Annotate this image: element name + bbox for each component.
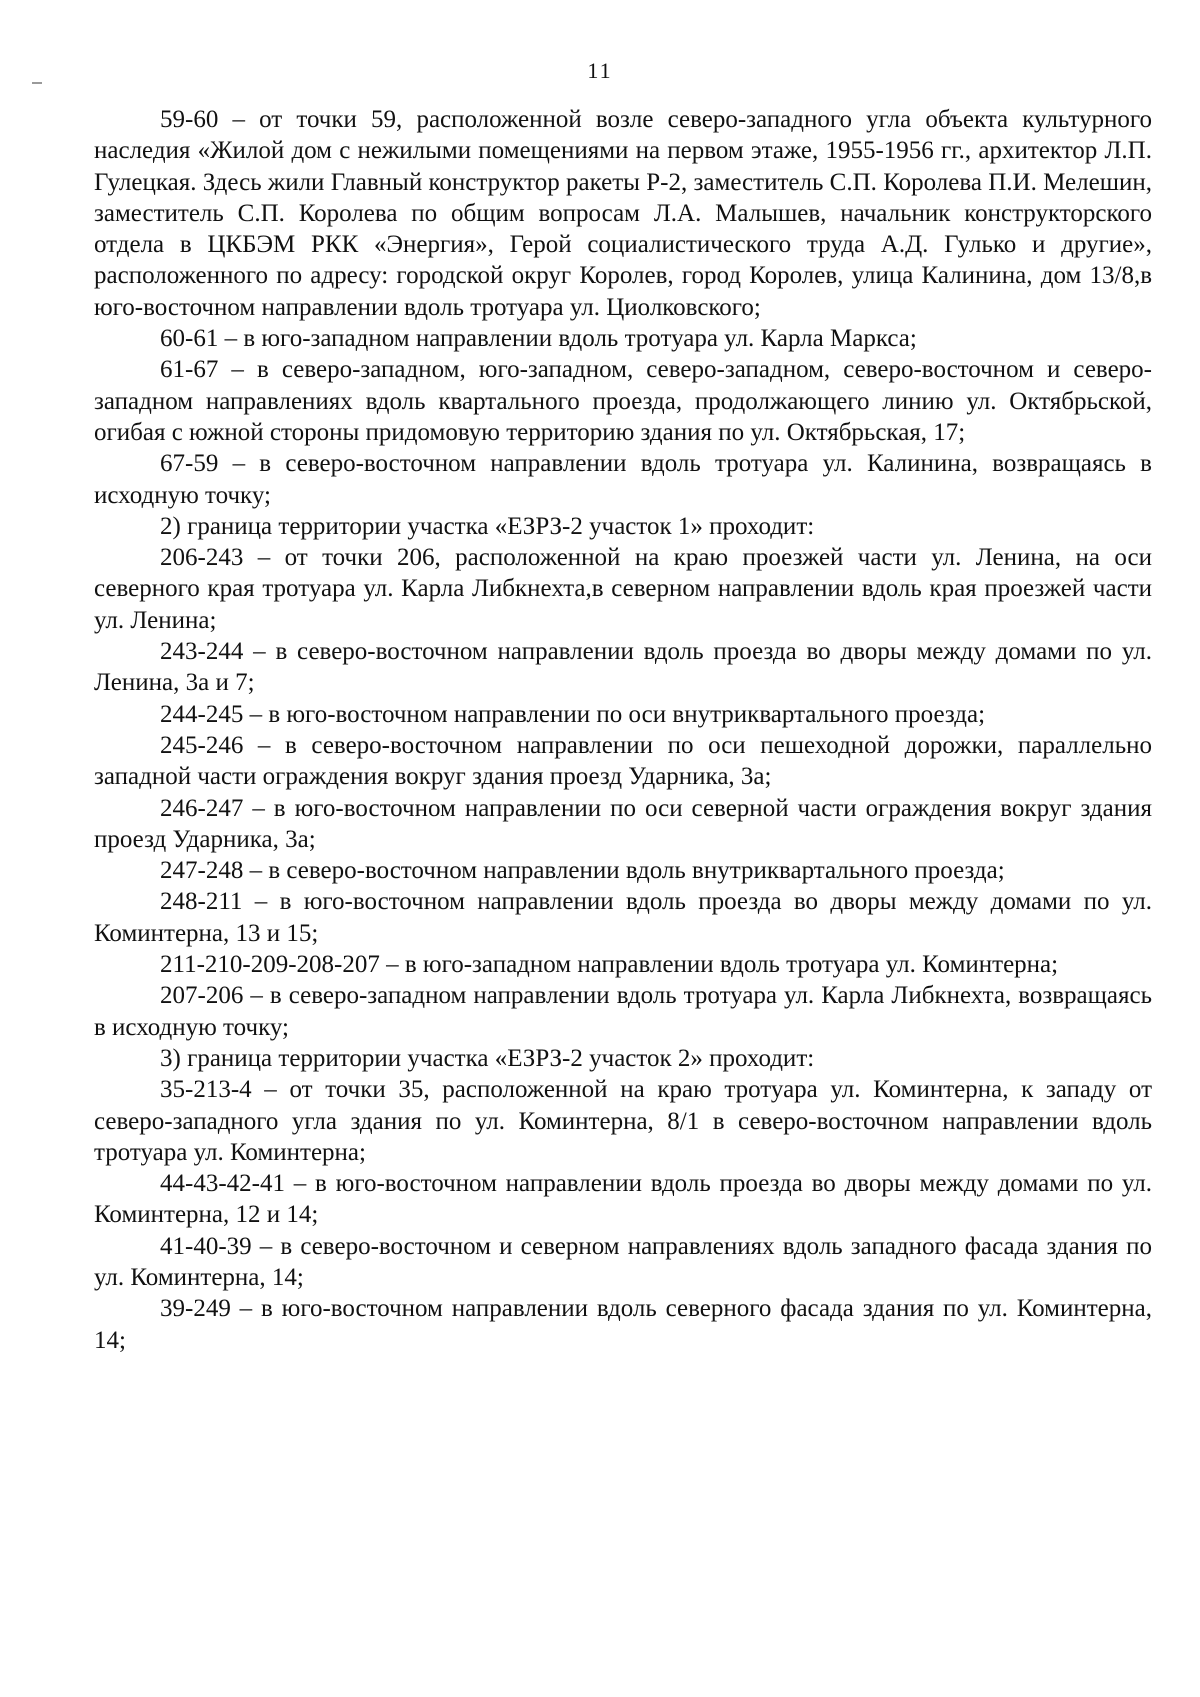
paragraph-211-207: 211-210-209-208-207 – в юго-западном направлении вдоль тротуара ул. Коминтерна; xyxy=(160,951,1059,979)
document-body xyxy=(94,104,1152,1356)
paragraph-61-67: 61-67 – в северо-западном, юго-западном, северо-западном, северо-восточном и северо-западном направлениях вдоль квартального проезда, продолжающего линию ул. Октябрьской, огибая с южной стороны придомовую территорию здания по ул. Октябрьская, 17; xyxy=(94,356,1152,446)
paragraph-206-243: 206-243 – от точки 206, расположенной на краю проезжей части ул. Ленина, на оси северного края тротуара ул. Карла Либкнехта,в северном направлении вдоль края проезжей части ул. Ленина; xyxy=(94,544,1152,634)
section-heading-ezrz2-area1: 2) граница территории участка «ЕЗРЗ-2 участок 1» проходит: xyxy=(160,512,815,540)
paragraph-35-213-4: 35-213-4 – от точки 35, расположенной на краю тротуара ул. Коминтерна, к западу от северо-западного угла здания по ул. Коминтерна, 8/1 в северо-восточном направлении вдоль тротуара ул. Коминтерна; xyxy=(94,1076,1152,1166)
paragraph-60-61: 60-61 – в юго-западном направлении вдоль тротуара ул. Карла Маркса; xyxy=(160,325,917,353)
page-number: 11 xyxy=(587,58,613,83)
paragraph-207-206: 207-206 – в северо-западном направлении вдоль тротуара ул. Карла Либкнехта, возвращаясь в исходную точку; xyxy=(94,982,1152,1041)
paragraph-246-247: 246-247 – в юго-восточном направлении по оси северной части ограждения вокруг здания проезд Ударника, 3а; xyxy=(94,794,1152,853)
paragraph-243-244: 243-244 – в северо-восточном направлении вдоль проезда во дворы между домами по ул. Ленина, 3а и 7; xyxy=(94,638,1152,697)
paragraph-245-246: 245-246 – в северо-восточном направлении по оси пешеходной дорожки, параллельно западной части ограждения вокруг здания проезд Ударника, 3а; xyxy=(94,731,1152,791)
paragraph-248-211: 248-211 – в юго-восточном направлении вдоль проезда во дворы между домами по ул. Коминтерна, 13 и 15; xyxy=(94,888,1152,947)
paragraph-244-245: 244-245 – в юго-восточном направлении по оси внутриквартального проезда; xyxy=(160,700,986,728)
paragraph-39-249: 39-249 – в юго-восточном направлении вдоль северного фасада здания по ул. Коминтерна, 14; xyxy=(94,1295,1152,1354)
paragraph-41-39: 41-40-39 – в северо-восточном и северном направлениях вдоль западного фасада здания по ул. Коминтерна, 14; xyxy=(94,1232,1152,1291)
paragraph-247-248: 247-248 – в северо-восточном направлении вдоль внутриквартального проезда; xyxy=(160,857,1005,885)
section-heading-ezrz2-area2: 3) граница территории участка «ЕЗРЗ-2 участок 2» проходит: xyxy=(160,1044,815,1072)
paragraph-67-59: 67-59 – в северо-восточном направлении вдоль тротуара ул. Калинина, возвращаясь в исходную точку; xyxy=(94,450,1152,509)
paragraph-44-41: 44-43-42-41 – в юго-восточном направлении вдоль проезда во дворы между домами по ул. Коминтерна, 12 и 14; xyxy=(94,1170,1152,1229)
paragraph-59-60: 59-60 – от точки 59, расположенной возле северо-западного угла объекта культурного наследия «Жилой дом с нежилыми помещениями на первом этаже, 1955-1956 гг., архитектор Л.П. Гулецкая. Здесь жили Главный конструктор ракеты Р-2, заместитель С.П. Королева П.И. Мелешин, заместитель С.П. Королева по общим вопросам Л.А. Малышев, начальник конструкторского отдела в ЦКБЭМ РКК «Энергия», Герой социалистического труда А.Д. Гулько и другие», расположенного по адресу: городской округ Королев, город Королев, улица Калинина, дом 13/8,в юго-восточном направлении вдоль тротуара ул. Циолковского; xyxy=(94,106,1152,321)
